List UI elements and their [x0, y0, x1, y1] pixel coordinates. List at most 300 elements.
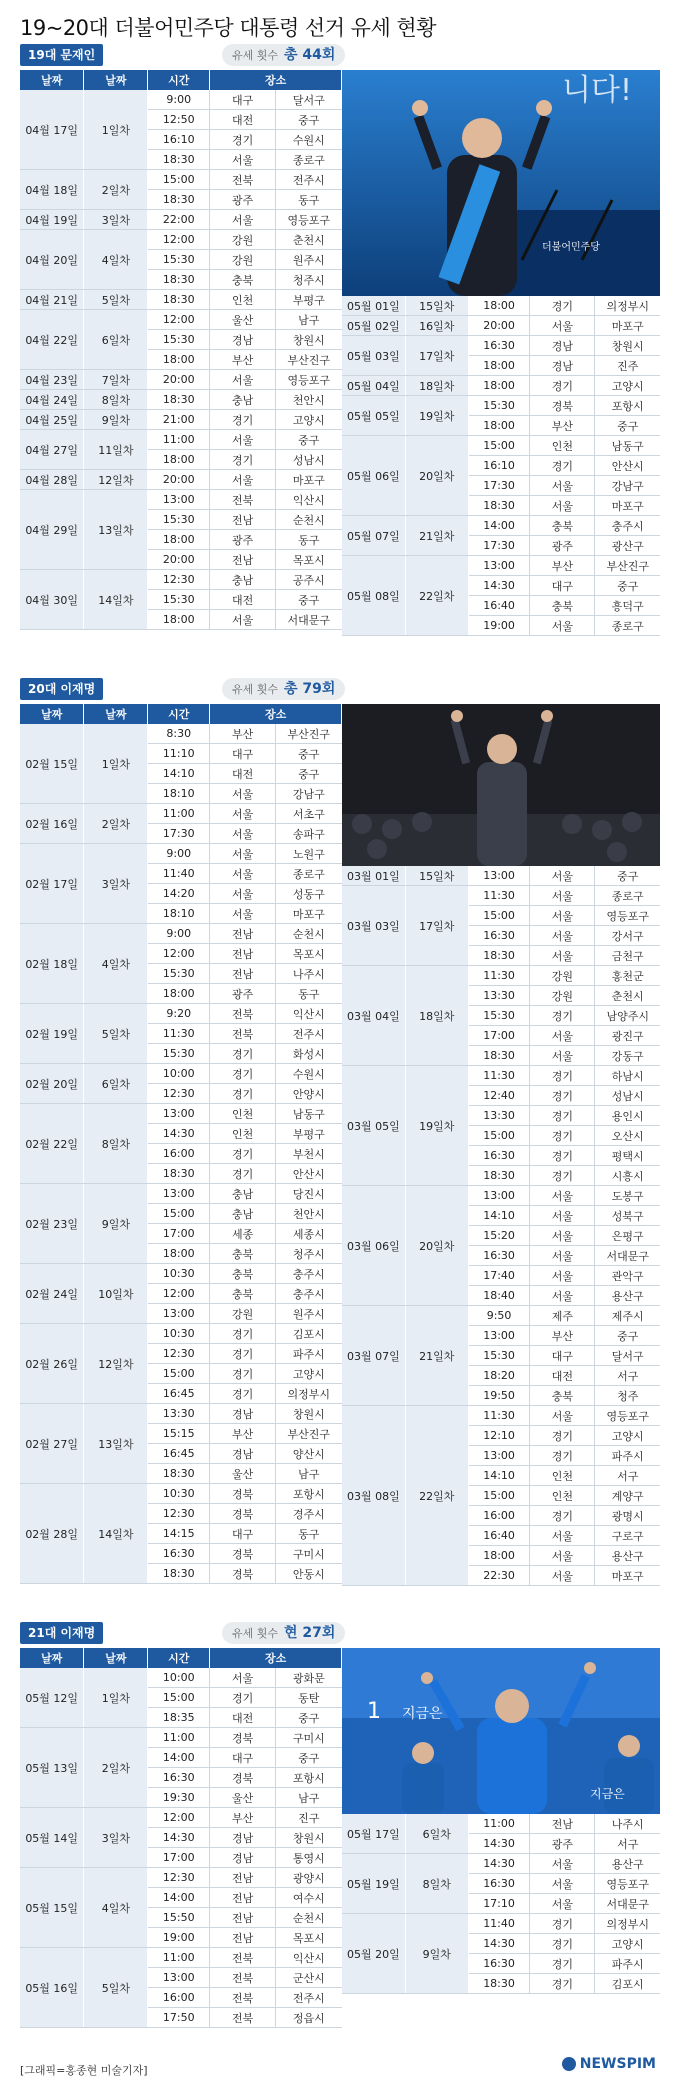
time-cell: 17:30: [468, 536, 530, 556]
time-cell: 12:50: [148, 110, 210, 130]
district-cell: 포항시: [595, 396, 660, 416]
date-cell: 02월 20일: [20, 1064, 84, 1104]
date-cell: 02월 22일: [20, 1104, 84, 1184]
time-cell: 17:30: [148, 824, 210, 844]
district-cell: 원주시: [276, 250, 342, 270]
time-cell: 11:30: [468, 886, 530, 906]
region-cell: 서울: [530, 946, 595, 966]
district-cell: 순천시: [276, 924, 342, 944]
district-cell: 원주시: [276, 1304, 342, 1324]
region-cell: 경기: [530, 296, 595, 316]
district-cell: 성남시: [595, 1086, 660, 1106]
region-cell: 경기: [210, 1064, 276, 1084]
time-cell: 17:30: [468, 476, 530, 496]
region-cell: 충북: [210, 1244, 276, 1264]
region-cell: 경기: [530, 1426, 595, 1446]
count-value: 총 44회: [284, 47, 336, 63]
district-cell: 의정부시: [595, 296, 660, 316]
region-cell: 전북: [210, 1024, 276, 1044]
table-row: [342, 316, 660, 336]
district-cell: 서구: [595, 1834, 660, 1854]
district-cell: 김포시: [276, 1324, 342, 1344]
district-cell: 달서구: [595, 1346, 660, 1366]
district-cell: 계양구: [595, 1486, 660, 1506]
region-cell: 부산: [210, 724, 276, 744]
time-cell: 18:00: [148, 450, 210, 470]
date-cell: 04월 25일: [20, 410, 84, 430]
day-cell: 1일차: [84, 724, 148, 804]
table-row: [342, 296, 660, 316]
section-19: [20, 42, 660, 633]
region-cell: 경남: [210, 1828, 276, 1848]
region-cell: 인천: [210, 290, 276, 310]
time-cell: 19:00: [468, 616, 530, 636]
time-cell: 15:30: [468, 1006, 530, 1026]
day-cell: 14일차: [84, 1484, 148, 1584]
region-cell: 경북: [210, 1768, 276, 1788]
time-cell: 17:00: [148, 1848, 210, 1868]
section-tag: 19대 문재인: [20, 44, 103, 66]
day-cell: 18일차: [405, 376, 468, 396]
day-cell: 21일차: [405, 516, 468, 556]
time-cell: 19:50: [468, 1386, 530, 1406]
date-cell: 04월 30일: [20, 570, 84, 630]
schedule-table-left: [20, 70, 342, 630]
district-cell: 의정부시: [595, 1914, 660, 1934]
district-cell: 마포구: [595, 1566, 660, 1586]
region-cell: 충북: [530, 1386, 595, 1406]
time-cell: 18:40: [468, 1286, 530, 1306]
table-row: [20, 490, 342, 510]
time-cell: 11:00: [148, 430, 210, 450]
district-cell: 광화문: [276, 1668, 342, 1688]
region-cell: 서울: [210, 610, 276, 630]
page-title: 19~20대 더불어민주당 대통령 선거 유세 현황: [20, 16, 436, 40]
region-cell: 인천: [530, 1466, 595, 1486]
credit-text: [그래픽=홍종현 미술기자]: [20, 2064, 148, 2077]
time-cell: 15:30: [148, 964, 210, 984]
svg-text:1: 1: [367, 1699, 381, 1724]
time-cell: 16:40: [468, 1526, 530, 1546]
time-cell: 17:10: [468, 1894, 530, 1914]
date-cell: 05월 12일: [20, 1668, 84, 1728]
header-date: 날짜: [20, 1648, 84, 1668]
date-cell: 02월 18일: [20, 924, 84, 1004]
time-cell: 10:30: [148, 1484, 210, 1504]
region-cell: 서울: [530, 1046, 595, 1066]
day-cell: 19일차: [405, 396, 468, 436]
day-cell: 2일차: [84, 170, 148, 210]
district-cell: 안동시: [276, 1564, 342, 1584]
district-cell: 충주시: [595, 516, 660, 536]
district-cell: 동구: [276, 984, 342, 1004]
table-row: [342, 1854, 660, 1874]
time-cell: 18:30: [468, 1046, 530, 1066]
table-row: [342, 1814, 660, 1834]
date-cell: 03월 06일: [342, 1186, 405, 1306]
table-row: [342, 1914, 660, 1934]
district-cell: 남동구: [595, 436, 660, 456]
header-day: 날짜: [84, 1648, 148, 1668]
time-cell: 16:40: [468, 596, 530, 616]
table-row: [342, 1406, 660, 1426]
day-cell: 3일차: [84, 1808, 148, 1868]
logo-text: NEWSPIM: [579, 2056, 656, 2072]
district-cell: 중구: [276, 1748, 342, 1768]
time-cell: 13:30: [468, 986, 530, 1006]
date-cell: 05월 04일: [342, 376, 405, 396]
time-cell: 16:30: [468, 1246, 530, 1266]
region-cell: 세종: [210, 1224, 276, 1244]
time-cell: 16:10: [148, 130, 210, 150]
district-cell: 성남시: [276, 450, 342, 470]
district-cell: 포항시: [276, 1484, 342, 1504]
region-cell: 서울: [530, 1566, 595, 1586]
time-cell: 13:00: [148, 490, 210, 510]
day-cell: 22일차: [405, 1406, 468, 1586]
time-cell: 12:30: [148, 1084, 210, 1104]
region-cell: 강원: [530, 986, 595, 1006]
day-cell: 15일차: [405, 866, 468, 886]
table-row: [20, 1264, 342, 1284]
district-cell: 성북구: [595, 1206, 660, 1226]
district-cell: 양산시: [276, 1444, 342, 1464]
time-cell: 10:30: [148, 1264, 210, 1284]
day-cell: 11일차: [84, 430, 148, 470]
section-20: [20, 676, 660, 1583]
header-time: 시간: [148, 704, 210, 724]
time-cell: 18:10: [148, 784, 210, 804]
time-cell: 22:00: [148, 210, 210, 230]
region-cell: 강원: [210, 250, 276, 270]
district-cell: 안산시: [276, 1164, 342, 1184]
district-cell: 중구: [595, 576, 660, 596]
time-cell: 9:00: [148, 90, 210, 110]
time-cell: 13:30: [468, 1106, 530, 1126]
time-cell: 18:30: [468, 496, 530, 516]
district-cell: 중구: [276, 1708, 342, 1728]
section-21: [20, 1620, 660, 2025]
time-cell: 12:30: [148, 1868, 210, 1888]
region-cell: 부산: [530, 416, 595, 436]
district-cell: 동구: [276, 530, 342, 550]
district-cell: 창원시: [276, 330, 342, 350]
date-cell: 04월 24일: [20, 390, 84, 410]
time-cell: 18:00: [148, 984, 210, 1004]
district-cell: 남양주시: [595, 1006, 660, 1026]
district-cell: 중구: [276, 764, 342, 784]
region-cell: 경기: [530, 376, 595, 396]
district-cell: 구미시: [276, 1728, 342, 1748]
svg-text:지금은: 지금은: [590, 1787, 625, 1801]
table-row: [342, 1306, 660, 1326]
table-row: [20, 844, 342, 864]
time-cell: 15:00: [468, 1126, 530, 1146]
region-cell: 전북: [210, 2008, 276, 2028]
date-cell: 02월 27일: [20, 1404, 84, 1484]
table-row: [20, 230, 342, 250]
date-cell: 04월 28일: [20, 470, 84, 490]
district-cell: 포항시: [276, 1768, 342, 1788]
region-cell: 충북: [210, 1284, 276, 1304]
district-cell: 오산시: [595, 1126, 660, 1146]
district-cell: 진구: [276, 1808, 342, 1828]
region-cell: 서울: [210, 804, 276, 824]
table-row: [20, 1668, 342, 1688]
district-cell: 경주시: [276, 1504, 342, 1524]
candidate-photo: [342, 1648, 660, 1814]
time-cell: 12:00: [148, 230, 210, 250]
time-cell: 15:30: [148, 510, 210, 530]
time-cell: 17:00: [148, 1224, 210, 1244]
table-row: [20, 1104, 342, 1124]
logo-icon: [562, 2057, 576, 2071]
region-cell: 서울: [530, 1854, 595, 1874]
district-cell: 춘천시: [276, 230, 342, 250]
table-row: [342, 886, 660, 906]
time-cell: 10:00: [148, 1064, 210, 1084]
lee-photo-2025: [342, 1648, 660, 1814]
district-cell: 순천시: [276, 1908, 342, 1928]
district-cell: 부산진구: [276, 1424, 342, 1444]
district-cell: 창원시: [276, 1828, 342, 1848]
table-row: [20, 430, 342, 450]
table-row: [342, 376, 660, 396]
time-cell: 12:30: [148, 1504, 210, 1524]
time-cell: 15:30: [148, 1044, 210, 1064]
region-cell: 서울: [210, 784, 276, 804]
schedule-table-right: [342, 1814, 660, 1994]
day-cell: 12일차: [84, 1324, 148, 1404]
region-cell: 강원: [530, 966, 595, 986]
date-cell: 02월 23일: [20, 1184, 84, 1264]
table-row: [342, 436, 660, 456]
time-cell: 15:00: [148, 1204, 210, 1224]
day-cell: 16일차: [405, 316, 468, 336]
time-cell: 13:00: [468, 866, 530, 886]
day-cell: 8일차: [405, 1854, 468, 1914]
region-cell: 경남: [210, 1444, 276, 1464]
date-cell: 04월 20일: [20, 230, 84, 290]
district-cell: 안양시: [276, 1084, 342, 1104]
region-cell: 서울: [530, 1266, 595, 1286]
time-cell: 10:30: [148, 1324, 210, 1344]
district-cell: 광진구: [595, 1026, 660, 1046]
time-cell: 14:30: [468, 576, 530, 596]
region-cell: 충남: [210, 570, 276, 590]
header-day: 날짜: [84, 70, 148, 90]
district-cell: 영등포구: [595, 1406, 660, 1426]
region-cell: 서울: [530, 1874, 595, 1894]
region-cell: 경남: [530, 356, 595, 376]
table-row: [342, 1066, 660, 1086]
district-cell: 서구: [595, 1466, 660, 1486]
time-cell: 13:00: [148, 1104, 210, 1124]
table-header-row: [20, 1648, 342, 1668]
time-cell: 18:00: [468, 356, 530, 376]
time-cell: 11:40: [468, 1914, 530, 1934]
time-cell: 14:30: [468, 1834, 530, 1854]
region-cell: 전남: [210, 1908, 276, 1928]
region-cell: 서울: [530, 926, 595, 946]
day-cell: 13일차: [84, 1404, 148, 1484]
district-cell: 고양시: [276, 1364, 342, 1384]
region-cell: 서울: [210, 470, 276, 490]
section-header: [20, 676, 660, 704]
district-cell: 목포시: [276, 944, 342, 964]
region-cell: 경기: [530, 1066, 595, 1086]
district-cell: 청주시: [276, 270, 342, 290]
district-cell: 고양시: [595, 1934, 660, 1954]
table-header-row: [20, 704, 342, 724]
table-row: [20, 470, 342, 490]
time-cell: 13:00: [468, 1446, 530, 1466]
region-cell: 전남: [210, 510, 276, 530]
time-cell: 16:45: [148, 1444, 210, 1464]
district-cell: 중구: [595, 866, 660, 886]
district-cell: 화성시: [276, 1044, 342, 1064]
region-cell: 전북: [210, 170, 276, 190]
header-place: 장소: [210, 70, 342, 90]
table-row: [20, 1004, 342, 1024]
count-label: 유세 횟수: [232, 49, 279, 62]
district-cell: 용산구: [595, 1546, 660, 1566]
region-cell: 광주: [530, 536, 595, 556]
district-cell: 구로구: [595, 1526, 660, 1546]
time-cell: 13:00: [468, 1326, 530, 1346]
day-cell: 17일차: [405, 336, 468, 376]
region-cell: 전남: [210, 944, 276, 964]
region-cell: 경북: [210, 1728, 276, 1748]
header-date: 날짜: [20, 70, 84, 90]
day-cell: 20일차: [405, 1186, 468, 1306]
table-row: [342, 866, 660, 886]
day-cell: 10일차: [84, 1264, 148, 1324]
region-cell: 서울: [210, 844, 276, 864]
district-cell: 익산시: [276, 490, 342, 510]
time-cell: 18:00: [148, 1244, 210, 1264]
day-cell: 6일차: [84, 1064, 148, 1104]
time-cell: 21:00: [148, 410, 210, 430]
time-cell: 18:30: [148, 1564, 210, 1584]
region-cell: 서울: [530, 906, 595, 926]
day-cell: 4일차: [84, 230, 148, 290]
region-cell: 전남: [210, 964, 276, 984]
region-cell: 대구: [530, 1346, 595, 1366]
district-cell: 진주: [595, 356, 660, 376]
time-cell: 22:30: [468, 1566, 530, 1586]
district-cell: 종로구: [276, 864, 342, 884]
region-cell: 경북: [530, 396, 595, 416]
region-cell: 전북: [210, 1968, 276, 1988]
district-cell: 영등포구: [276, 370, 342, 390]
date-cell: 05월 02일: [342, 316, 405, 336]
region-cell: 경남: [530, 336, 595, 356]
count-value: 현 27회: [284, 1625, 336, 1641]
header-date: 날짜: [20, 704, 84, 724]
candidate-photo: [342, 70, 660, 296]
district-cell: 익산시: [276, 1004, 342, 1024]
day-cell: 7일차: [84, 370, 148, 390]
table-row: [342, 396, 660, 416]
district-cell: 금천구: [595, 946, 660, 966]
day-cell: 5일차: [84, 1004, 148, 1064]
day-cell: 2일차: [84, 1728, 148, 1808]
time-cell: 14:00: [148, 1888, 210, 1908]
table-row: [20, 724, 342, 744]
region-cell: 서울: [530, 1894, 595, 1914]
region-cell: 광주: [210, 530, 276, 550]
region-cell: 전북: [210, 1004, 276, 1024]
district-cell: 순천시: [276, 510, 342, 530]
time-cell: 8:30: [148, 724, 210, 744]
region-cell: 경기: [530, 1914, 595, 1934]
time-cell: 14:00: [468, 516, 530, 536]
schedule-table-left: [20, 1648, 342, 2028]
header-place: 장소: [210, 1648, 342, 1668]
region-cell: 강원: [210, 230, 276, 250]
time-cell: 18:30: [148, 270, 210, 290]
region-cell: 경기: [210, 1164, 276, 1184]
time-cell: 16:30: [148, 1544, 210, 1564]
time-cell: 18:30: [468, 1166, 530, 1186]
district-cell: 중구: [276, 744, 342, 764]
count-label: 유세 횟수: [232, 683, 279, 696]
region-cell: 경남: [210, 1848, 276, 1868]
region-cell: 울산: [210, 310, 276, 330]
region-cell: 대전: [210, 590, 276, 610]
region-cell: 부산: [210, 1424, 276, 1444]
time-cell: 15:20: [468, 1226, 530, 1246]
time-cell: 20:00: [148, 370, 210, 390]
district-cell: 부평구: [276, 1124, 342, 1144]
time-cell: 12:30: [148, 570, 210, 590]
time-cell: 18:30: [148, 150, 210, 170]
day-cell: 13일차: [84, 490, 148, 570]
header-place: 장소: [210, 704, 342, 724]
day-cell: 19일차: [405, 1066, 468, 1186]
district-cell: 중구: [276, 590, 342, 610]
date-cell: 02월 26일: [20, 1324, 84, 1404]
time-cell: 14:30: [468, 1854, 530, 1874]
date-cell: 02월 15일: [20, 724, 84, 804]
region-cell: 서울: [530, 316, 595, 336]
time-cell: 9:50: [468, 1306, 530, 1326]
date-cell: 02월 28일: [20, 1484, 84, 1584]
district-cell: 파주시: [595, 1446, 660, 1466]
region-cell: 서울: [530, 1026, 595, 1046]
region-cell: 대구: [210, 90, 276, 110]
district-cell: 영등포구: [276, 210, 342, 230]
district-cell: 부산진구: [276, 350, 342, 370]
district-cell: 중구: [595, 416, 660, 436]
time-cell: 16:30: [468, 336, 530, 356]
time-cell: 12:00: [148, 310, 210, 330]
district-cell: 여수시: [276, 1888, 342, 1908]
region-cell: 서울: [210, 210, 276, 230]
region-cell: 서울: [530, 1286, 595, 1306]
count-badge: [222, 678, 345, 700]
date-cell: 03월 01일: [342, 866, 405, 886]
table-row: [20, 1484, 342, 1504]
district-cell: 마포구: [276, 904, 342, 924]
candidate-photo: [342, 704, 660, 866]
date-cell: 03월 05일: [342, 1066, 405, 1186]
time-cell: 18:30: [148, 190, 210, 210]
district-cell: 충주시: [276, 1284, 342, 1304]
region-cell: 경기: [210, 410, 276, 430]
region-cell: 부산: [530, 556, 595, 576]
